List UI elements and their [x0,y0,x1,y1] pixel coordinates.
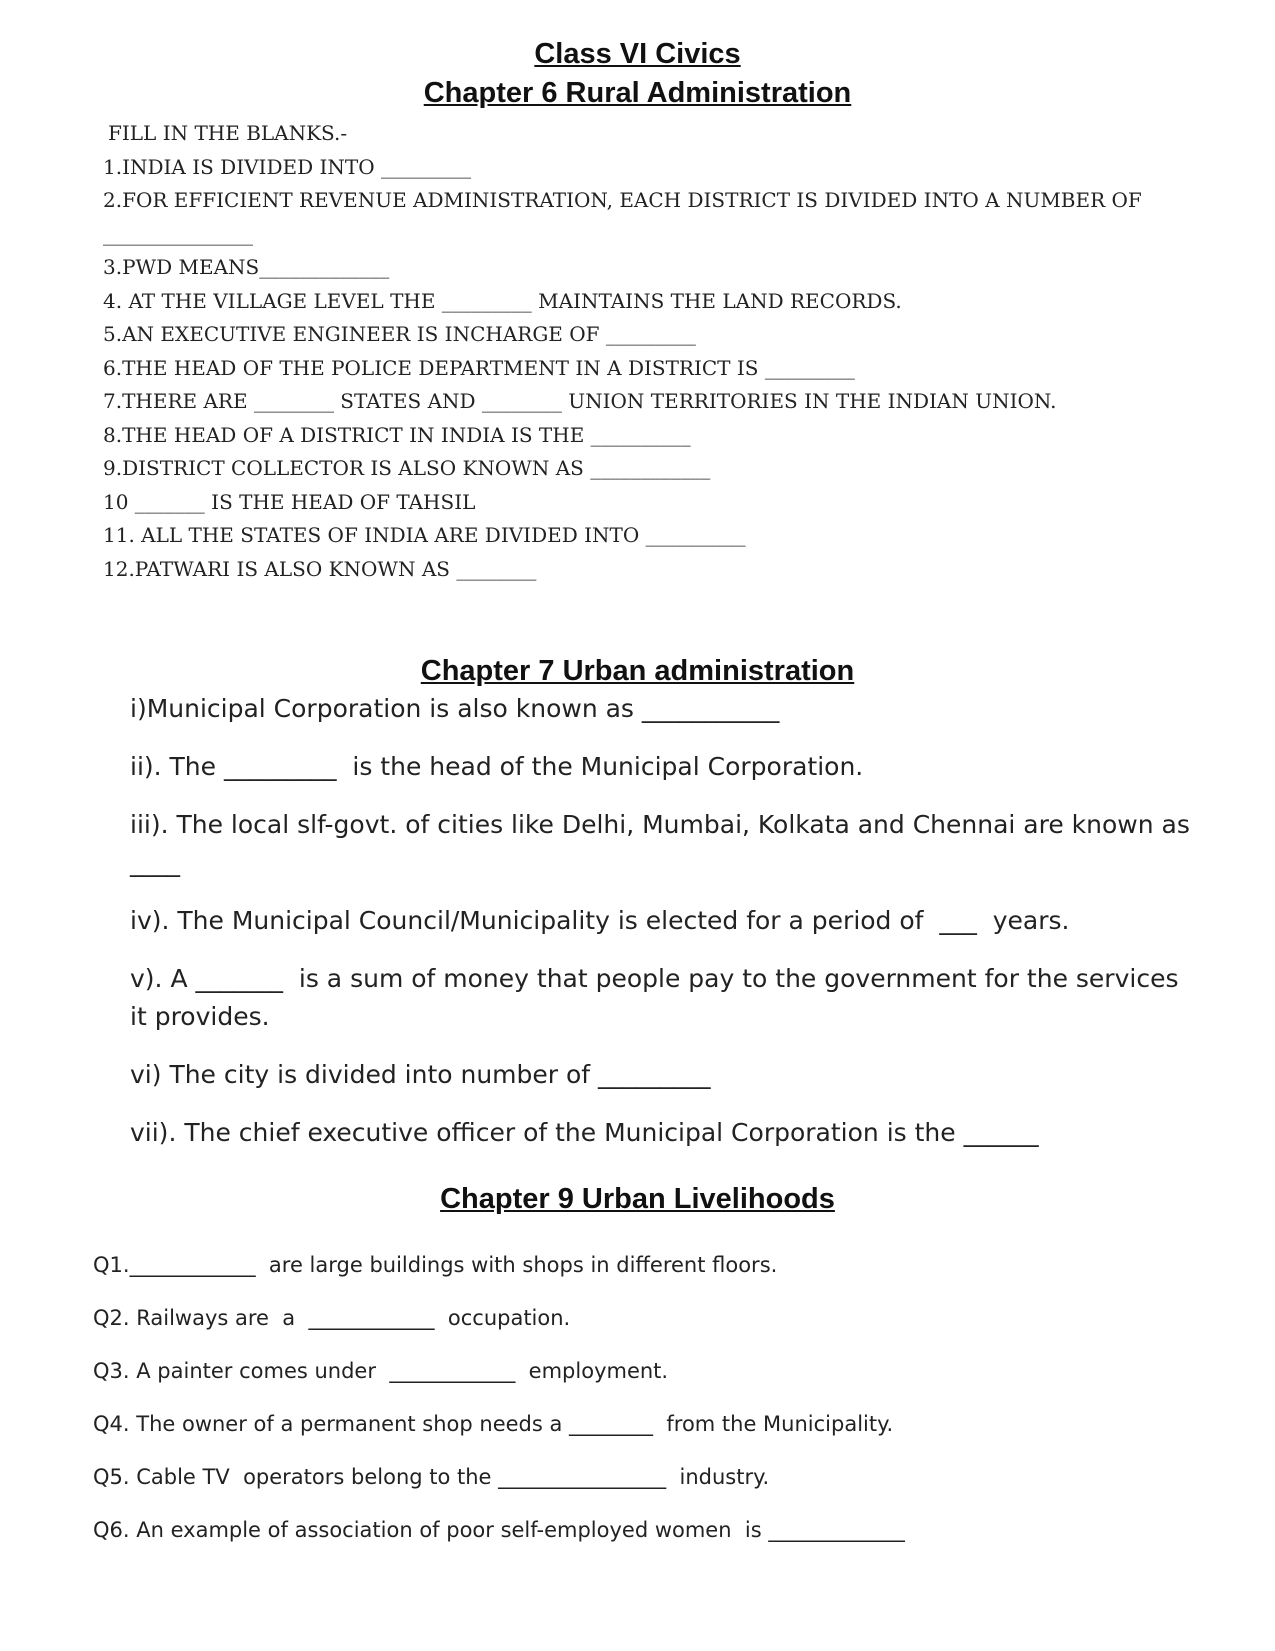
question-line: 6.THE HEAD OF THE POLICE DEPARTMENT IN A DISTRICT IS _________ [103,355,855,380]
question-line: _______________ [103,221,253,246]
chapter9-title: Chapter 9 Urban Livelihoods [440,1183,835,1215]
question-item: Q3. A painter comes under ____________ employment. [93,1359,669,1383]
question-item: Q1.____________ are large buildings with shops in different floors. [93,1253,778,1277]
chapter7-title: Chapter 7 Urban administration [420,655,855,687]
chapter7-questions [130,690,1198,1172]
question-item: Q6. An example of association of poor self-employed women is _____________ [93,1518,905,1542]
question-item: iii). The local slf-govt. of cities like Delhi, Mumbai, Kolkata and Chennai are known as ____ [130,810,1198,877]
question-line: 1.INDIA IS DIVIDED INTO _________ [103,154,471,179]
chapter6-title: Chapter 6 Rural Administration [423,77,852,109]
chapter9-questions [93,1250,1193,1568]
instruction: FILL IN THE BLANKS.- [108,121,348,145]
question-line: 3.PWD MEANS_____________ [103,255,390,279]
question-item: Q5. Cable TV operators belong to the ________________ industry. [93,1465,770,1489]
chapter6-questions [103,117,1203,586]
question-item: v). A _______ is a sum of money that people pay to the government for the services it provides. [130,964,1187,1031]
question-item: Q4. The owner of a permanent shop needs a ________ from the Municipality. [93,1412,894,1436]
question-line: 2.FOR EFFICIENT REVENUE ADMINISTRATION, EACH DISTRICT IS DIVIDED INTO A NUMBER OF [103,188,1142,212]
question-line: 12.PATWARI IS ALSO KNOWN AS ________ [103,556,537,581]
question-item: ii). The _________ is the head of the Municipal Corporation. [130,752,864,781]
question-line: 5.AN EXECUTIVE ENGINEER IS INCHARGE OF _________ [103,322,696,346]
question-line: 8.THE HEAD OF A DISTRICT IN INDIA IS THE __________ [103,422,691,447]
question-item: vii). The chief executive officer of the Municipal Corporation is the ______ [130,1118,1039,1147]
question-item: vi) The city is divided into number of _________ [130,1060,711,1089]
question-item: i)Municipal Corporation is also known as ___________ [130,694,780,723]
question-line: 9.DISTRICT COLLECTOR IS ALSO KNOWN AS ____________ [103,456,711,480]
question-item: Q2. Railways are a ____________ occupation. [93,1306,571,1330]
question-item: iv). The Municipal Council/Municipality is elected for a period of ___ years. [130,906,1070,935]
question-line: 10 _______ IS THE HEAD OF TAHSIL [103,489,476,514]
question-line: 11. ALL THE STATES OF INDIA ARE DIVIDED INTO __________ [103,523,746,547]
question-line: 7.THERE ARE ________ STATES AND ________ UNION TERRITORIES IN THE INDIAN UNION. [103,389,1057,413]
question-line: 4. AT THE VILLAGE LEVEL THE _________ MAINTAINS THE LAND RECORDS. [103,288,902,313]
class-title: Class VI Civics [534,38,741,70]
